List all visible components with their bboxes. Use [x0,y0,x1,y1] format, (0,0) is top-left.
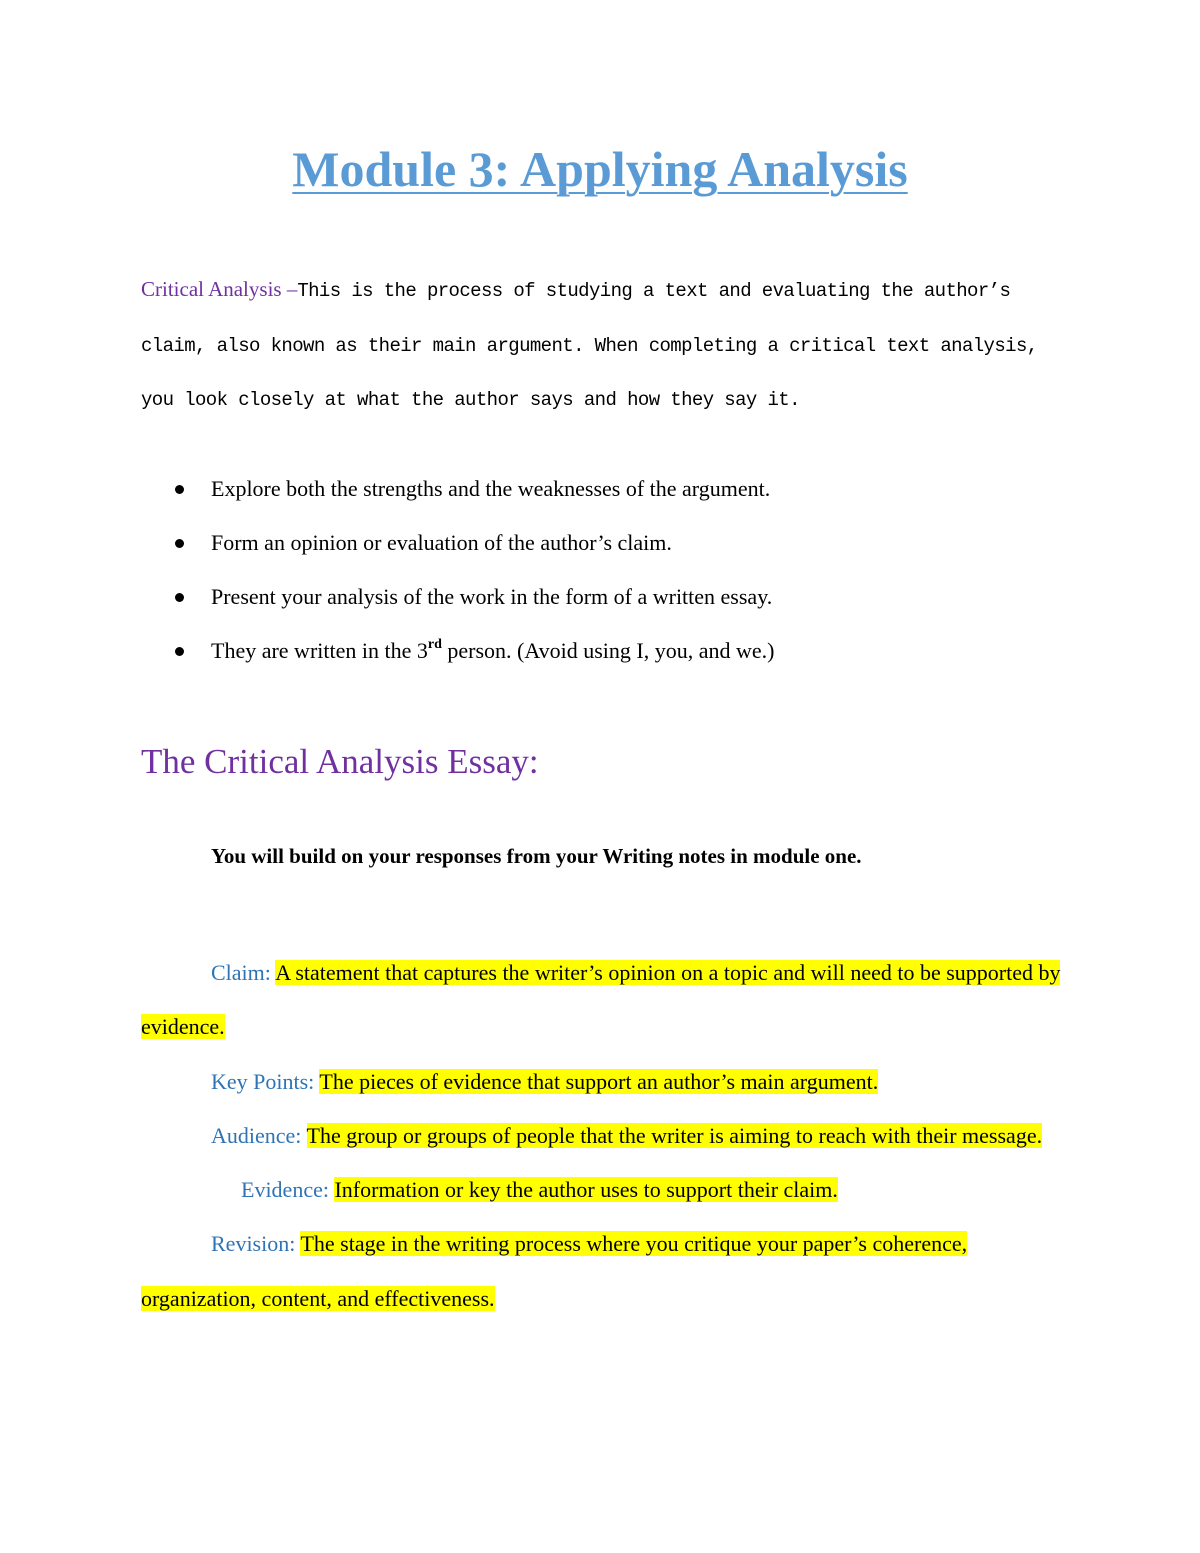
intro-term: Critical Analysis [141,277,282,301]
list-item-text: Explore both the strengths and the weaknesses of the argument. [211,476,771,501]
bullet-list [141,470,774,686]
definition-term: Revision: [211,1231,296,1257]
list-item [141,470,774,524]
definition-text: The group or groups of people that the writer is aiming to reach with their message. [306,1122,1043,1148]
list-item-text-before: They are written in the 3 [211,638,428,663]
list-item [141,632,774,686]
definition-term: Claim: [211,960,271,985]
bullet-icon [175,539,184,548]
definition-text: Information or key the author uses to support their claim. [334,1177,838,1203]
definition-revision [141,1217,1061,1326]
list-item-text: Present your analysis of the work in the form of a written essay. [211,584,773,609]
intro-text: This is the process of studying a text and evaluating the author’s claim, also known as their main argument. When completing a critical text analysis, you look closely at what the author says and how they say it. [141,280,1038,411]
definition-term: Audience: [211,1122,302,1148]
bullet-icon [175,593,184,602]
ordinal-superscript: rd [427,637,442,652]
intro-paragraph [141,262,1061,428]
definition-text: The stage in the writing process where you critique your paper’s coherence, organization, content, and effectiveness. [141,1231,968,1311]
section-heading: The Critical Analysis Essay: [141,742,539,781]
definition-audience [141,1109,1061,1163]
intro-separator: – [281,277,298,301]
page-title: Module 3: Applying Analysis [292,141,908,197]
instruction-note: You will build on your responses from your Writing notes in module one. [211,844,862,868]
definition-key-points [141,1055,1061,1109]
definition-term: Key Points: [211,1068,315,1094]
definition-claim [141,946,1061,1055]
definition-evidence [141,1163,1061,1217]
list-item-text-after: person. (Avoid using I, you, and we.) [441,638,775,663]
list-item [141,578,774,632]
bullet-icon [175,485,184,494]
definition-list [141,946,1061,1326]
definition-text: A statement that captures the writer’s opinion on a topic and will need to be supported by evidence. [141,960,1061,1040]
list-item [141,524,774,578]
definition-text: The pieces of evidence that support an author’s main argument. [319,1068,879,1094]
definition-term: Evidence: [241,1177,329,1203]
list-item-text: Form an opinion or evaluation of the author’s claim. [211,530,672,555]
bullet-icon [175,647,184,656]
